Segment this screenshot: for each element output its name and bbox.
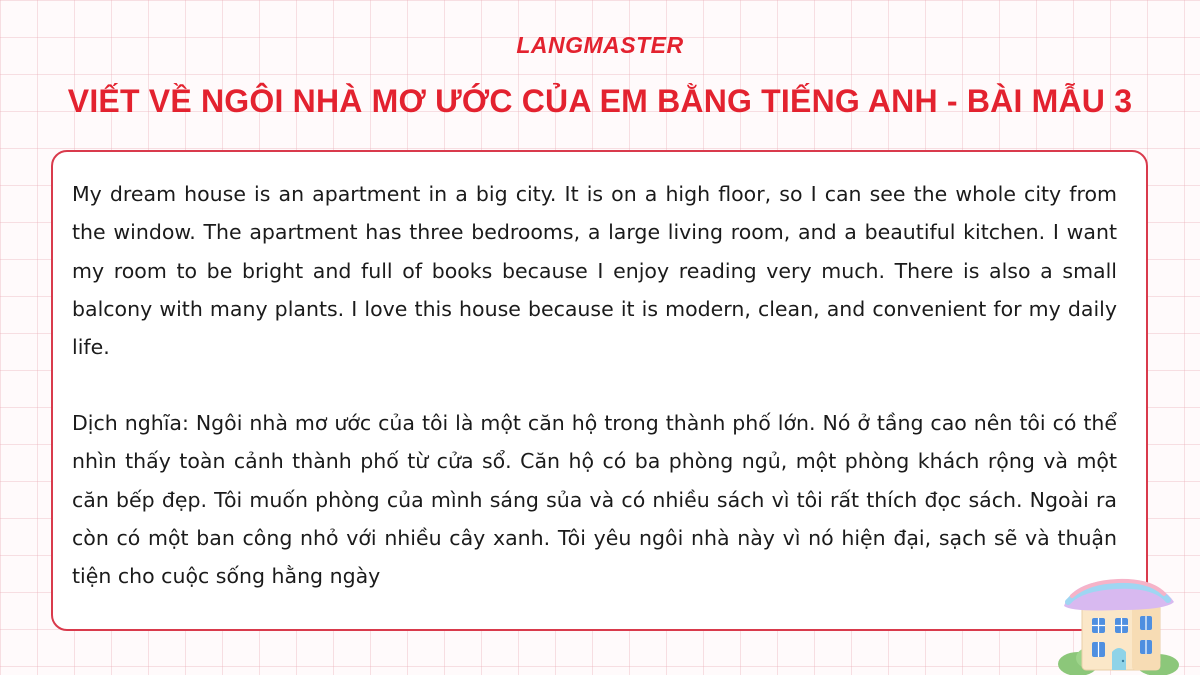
brand-logo: LANGMASTER [516, 32, 684, 58]
vietnamese-translation: Dịch nghĩa: Ngôi nhà mơ ước của tôi là một căn hộ trong thành phố lớn. Nó ở tầng cao nên tôi có thể nhìn thấy toàn cảnh thành phố từ cửa sổ. Căn hộ có ba phòng ngủ, một phòng khách rộng và một căn bếp đẹp. Tôi muốn phòng của mình sáng sủa và có nhiều sách vì tôi rất thích đọc sách. Ngoài ra còn có một ban công nhỏ với nhiều cây xanh. Tôi yêu ngôi nhà này vì nó hiện đại, sạch sẽ và thuận tiện cho cuộc sống hằng ngày [72, 411, 1117, 589]
page-title: VIẾT VỀ NGÔI NHÀ MƠ ƯỚC CỦA EM BẰNG TIẾNG ANH - BÀI MẪU 3 [67, 83, 1133, 119]
english-paragraph: My dream house is an apartment in a big city. It is on a high floor, so I can see the whole city from the window. The apartment has three bedrooms, a large living room, and a beautiful kitchen. I want my room to be bright and full of books because I enjoy reading very much. There is also a small balcony with many plants. I love this house because it is modern, clean, and convenient for my daily life. [72, 182, 1117, 360]
cartoon-house-icon [1058, 572, 1180, 675]
content-card [51, 150, 1148, 631]
